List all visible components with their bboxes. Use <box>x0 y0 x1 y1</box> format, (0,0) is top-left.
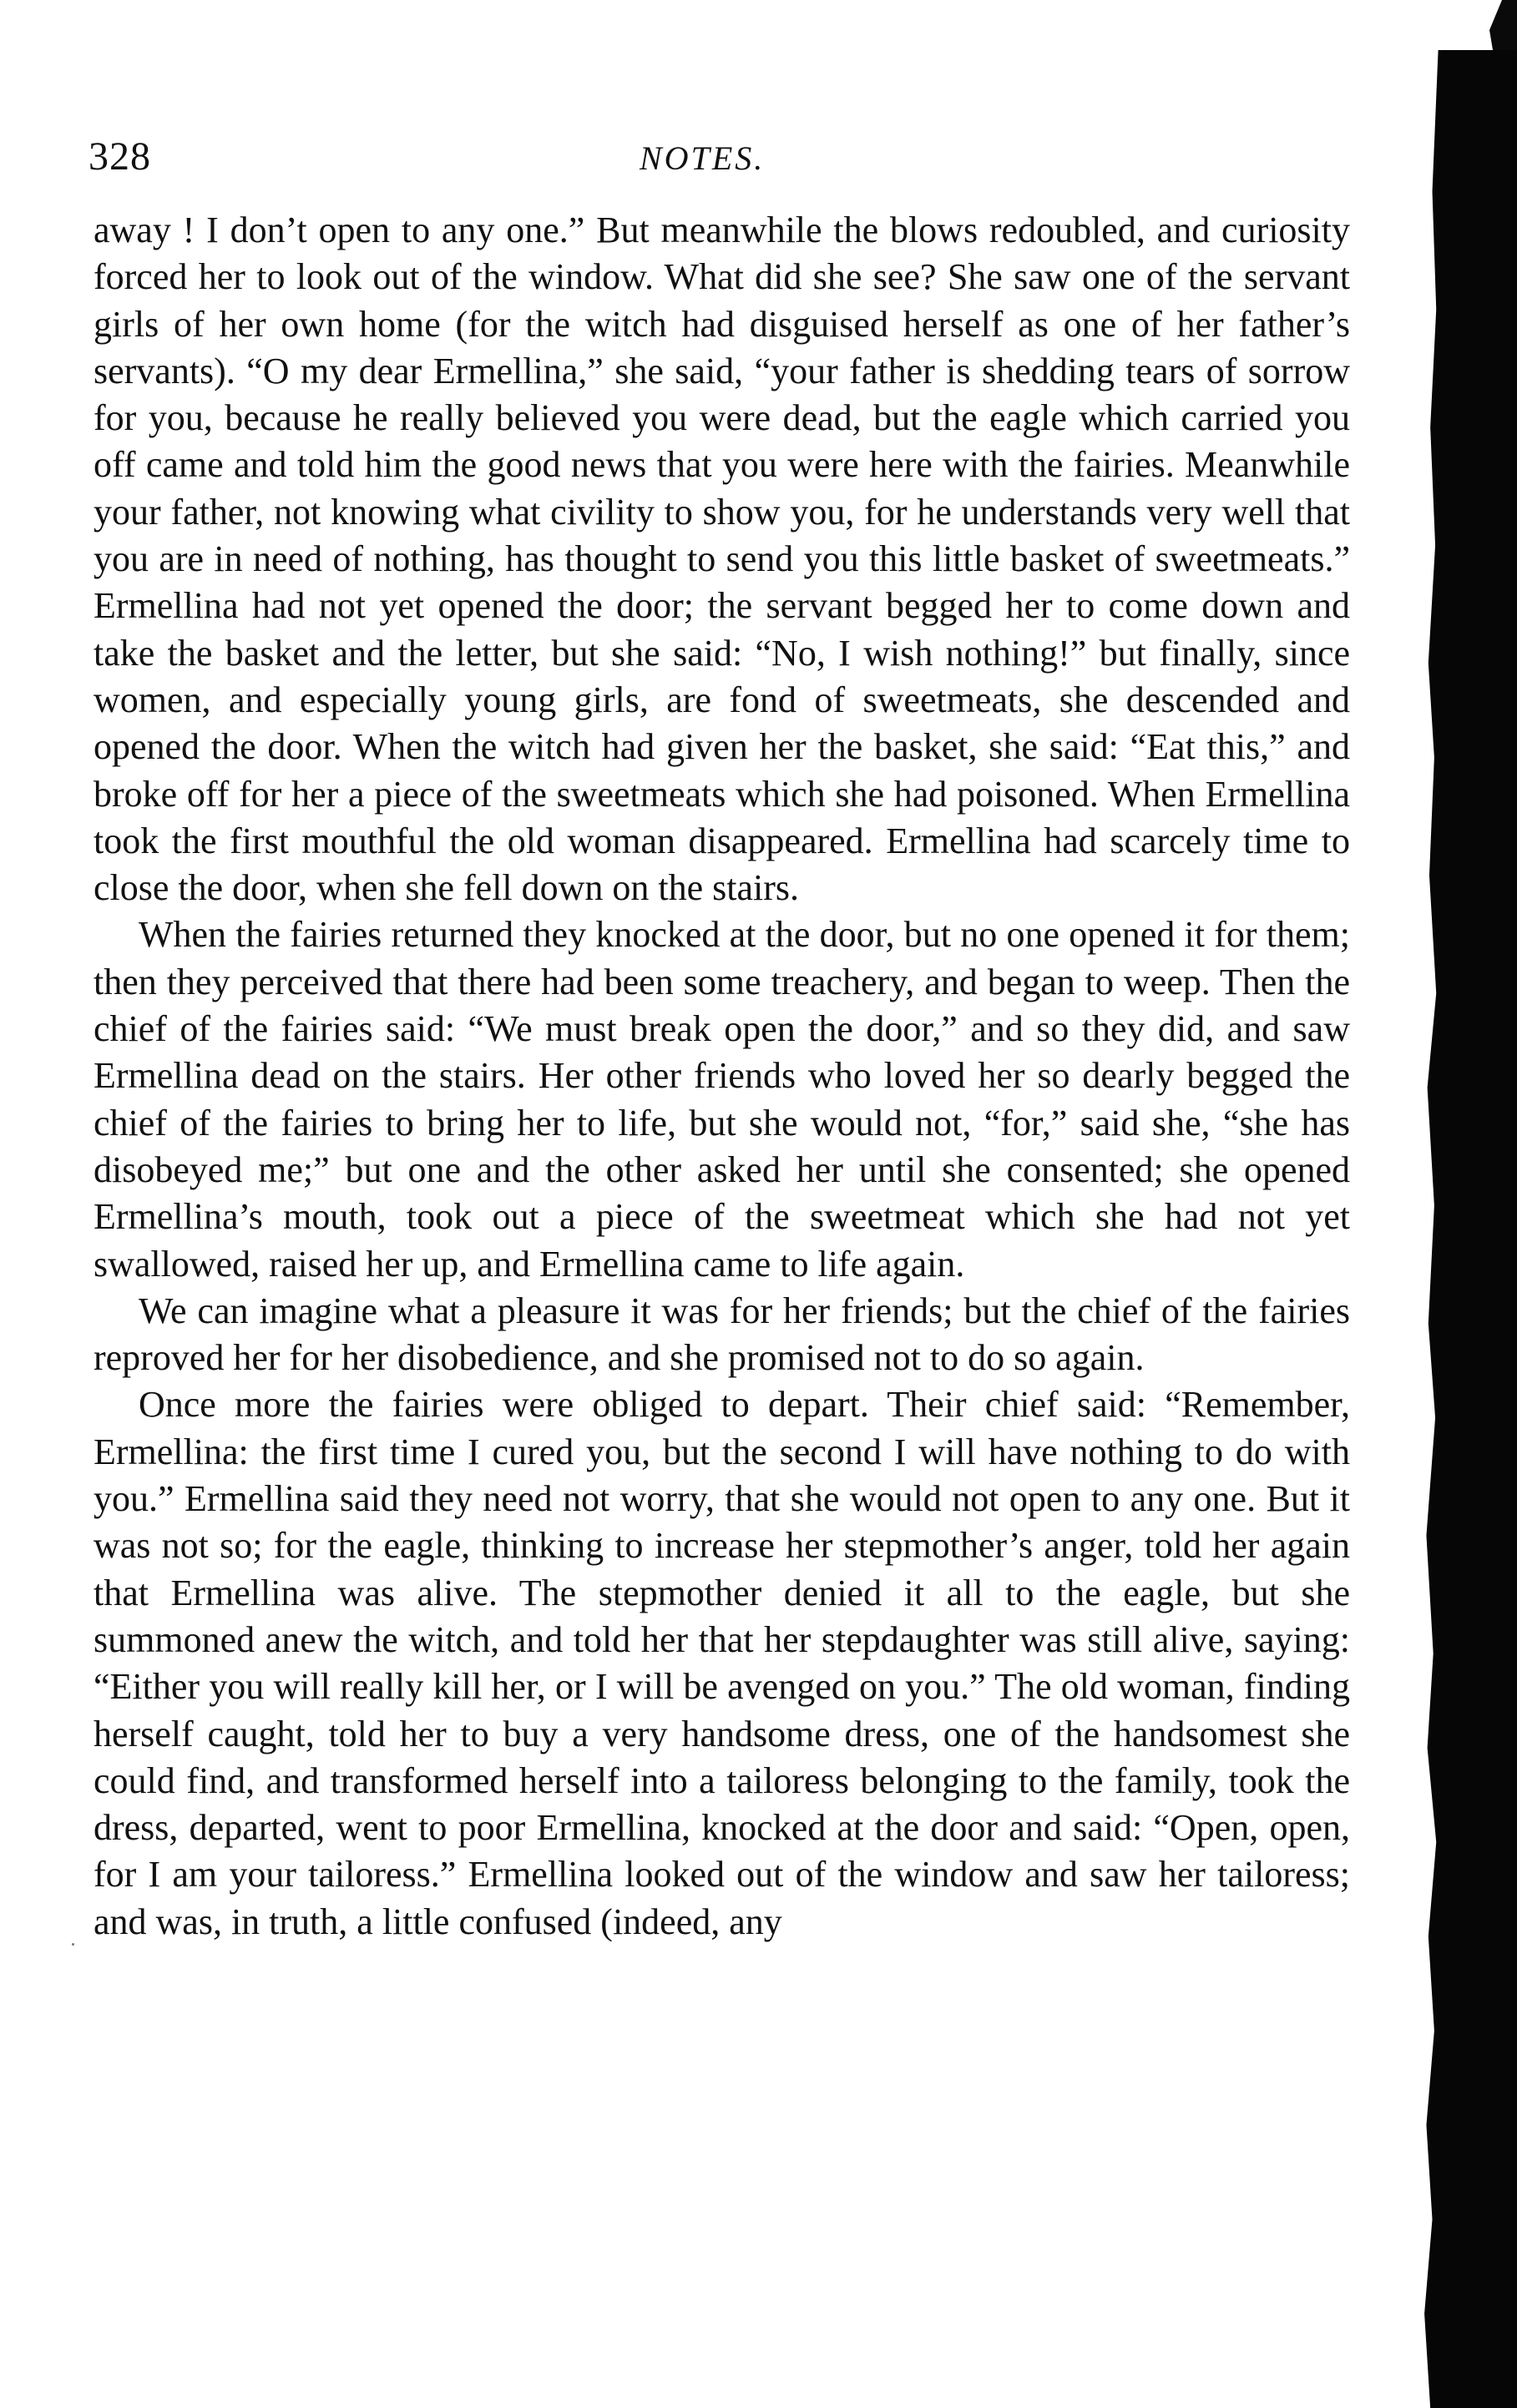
running-head: NOTES. <box>640 139 766 177</box>
scan-edge-shadow <box>1418 50 1517 2408</box>
paragraph: We can imagine what a pleasure it was for her friends; but the chief of the fairies reproved her for her disobedience, and she promised not to do so again. <box>94 1290 1350 1379</box>
page-number: 328 <box>88 134 151 179</box>
paragraph: away ! I don’t open to any one.” But meanwhile the blows redoubled, and curiosity forced her to look out of the window. What did she see? She saw one of the servant girls of her own home (for the witch had disguised herself as one of her father’s servants). “O my dear Ermellina,” she said, “your father is shedding tears of sorrow for you, because he really believed you were dead, but the eagle which carried you off came and told him the good news that you were here with the fairies. Meanwhile your father, not knowing what civility to show you, for he understands very well that you are in need of nothing, has thought to send you this little basket of sweetmeats.” Ermellina had not yet opened the door; the servant begged her to come down and take the basket and the letter, but she said: “No, I wish nothing!” but finally, since women, and especially young girls, are fond of sweetmeats, she descended and opened the door. When the witch had given her the basket, she said: “Eat this,” and broke off for her a piece of the sweetmeats which she had poisoned. When Ermellina took the first mouthful the old woman disappeared. Ermellina had scarcely time to close the door, when she fell down on the stairs. <box>94 210 1350 909</box>
paragraph: When the fairies returned they knocked at the door, but no one opened it for them; then they perceived that there had been some treachery, and began to weep. Then the chief of the fairies said: “We must break open the door,” and so they did, and saw Ermellina dead on the stairs. Her other friends who loved her so dearly begged the chief of the fairies to bring her to life, but she would not, “for,” said she, “she has disobeyed me;” but one and the other asked her until she consented; she opened Ermellina’s mouth, took out a piece of the sweetmeat which she had not yet swallowed, raised her up, and Ermellina came to life again. <box>94 914 1350 1285</box>
page-header <box>88 134 1374 184</box>
body-text <box>94 207 1350 1946</box>
scan-speck <box>72 1943 74 1946</box>
paragraph: Once more the fairies were obliged to depart. Their chief said: “Remember, Ermellina: the first time I cured you, but the second I will have nothing to do with you.” Ermellina said they need not worry, that she would not open to any one. But it was not so; for the eagle, thinking to increase her stepmother’s anger, told her again that Ermellina was alive. The stepmother denied it all to the eagle, but she summoned anew the witch, and told her that her stepdaughter was still alive, saying: “Either you will really kill her, or I will be avenged on you.” The old woman, finding herself caught, told her to buy a very handsome dress, one of the handsomest she could find, and transformed herself into a tailoress belonging to the family, took the dress, departed, went to poor Ermellina, knocked at the door and said: “Open, open, for I am your tailoress.” Ermellina looked out of the window and saw her tailoress; and was, in truth, a little confused (indeed, any <box>94 1384 1350 1942</box>
